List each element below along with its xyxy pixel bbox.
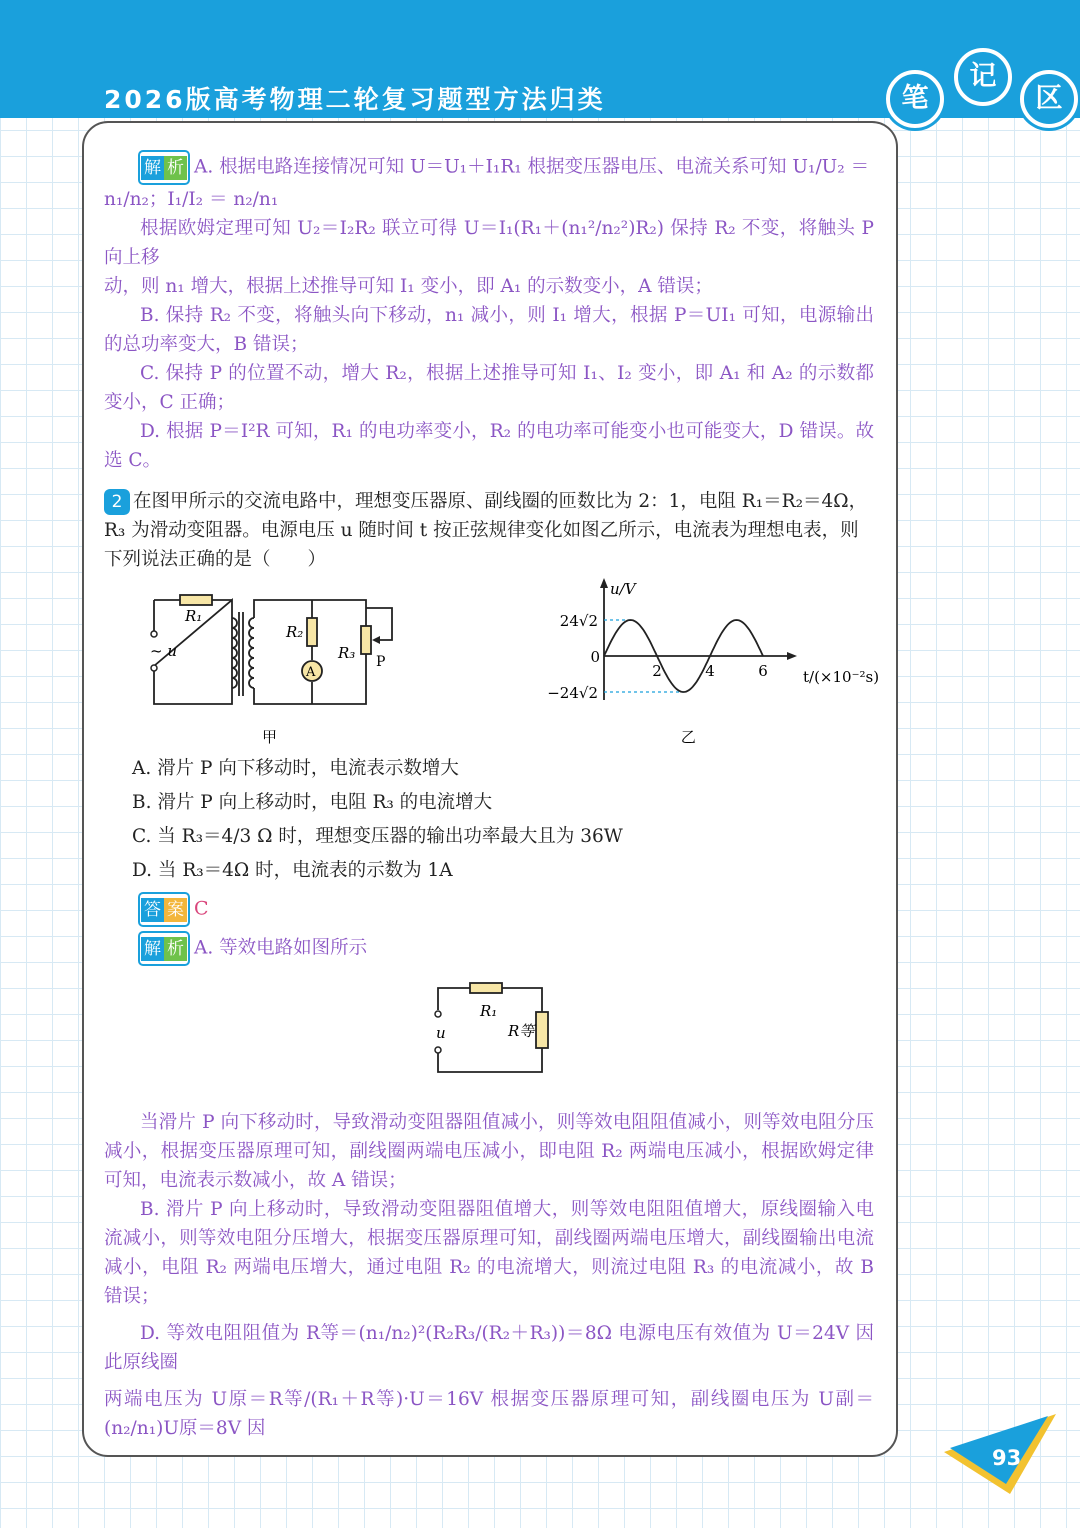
equiv-label-req: R等 [508,1022,535,1040]
question-stem: 2 在图甲所示的交流电路中，理想变压器原、副线圈的匝数比为 2：1，电阻 R₁＝R₂＝4Ω，R₃ 为滑动变阻器。电源电压 u 随时间 t 按正弦规律变化如图乙所示，电流表为理想电表，则下列说法正确的是（ ） [104,491,868,570]
ytick-label-bottom: −24√2 [547,684,598,702]
option-d: D. 当 R₃＝4Ω 时，电流表的示数为 1A [132,860,453,881]
page-content [104,150,880,1443]
solution-intro: 解 析 A. 等效电路如图所示 [138,931,874,966]
answer-value: C [194,897,209,920]
ytick-label-zero: 0 [590,648,600,666]
equiv-label-source: u [436,1024,446,1042]
question-figures [104,578,880,748]
prev-solution-line4: 动，则 n₁ 增大，根据上述推导可知 I₁ 变小，即 A₁ 的示数变小，A 错误； [104,276,713,297]
caption-yi: 乙 [680,728,696,746]
solution-para-d2: 两端电压为 U原＝R等/(R₁＋R等)·U＝16V 根据变压器原理可知，副线圈电压为 U副＝(n₂/n₁)U原＝8V 因 [104,1389,874,1439]
prev-solution-line1: 解 析 A. 根据电路连接情况可知 U＝U₁＋I₁R₁ 根据变压器电压、电流关系可知 U₁/U₂ ＝ [138,150,874,185]
option-a: A. 滑片 P 向下移动时，电流表示数增大 [132,758,459,779]
question-number: 2 [104,489,130,515]
equiv-label-r1: R₁ [480,1002,498,1020]
book-title: 2026版高考物理二轮复习题型方法归类 [104,85,606,114]
xtick-label-2: 2 [652,662,662,680]
circuit-diagram-jia [144,578,444,748]
daan-tag: 答 案 [138,892,190,927]
prev-solution-line7: D. 根据 P＝I²R 可知，R₁ 的电功率变小，R₂ 的电功率可能变小也可能变大，D 错误。故选 C。 [104,421,874,471]
option-c: C. 当 R₃＝4/3 Ω 时，理想变压器的输出功率最大且为 36W [132,826,623,847]
x-axis-arrow [787,652,797,660]
jiexi-tag: 解 析 [138,150,190,185]
label-r3: R₃ [338,644,356,662]
jiexi-tag-2: 解 析 [138,931,190,966]
prev-solution-line3: 根据欧姆定理可知 U₂＝I₂R₂ 联立可得 U＝I₁(R₁＋(n₁²/n₂²)R₂) 保持 R₂ 不变，将触头 P 向上移 [104,218,874,268]
solution-para-d1: D. 等效电阻阻值为 R等＝(n₁/n₂)²(R₂R₃/(R₂＋R₃))＝8Ω 电源电压有效值为 U＝24V 因此原线圈 [104,1323,874,1373]
prev-solution-line6: C. 保持 P 的位置不动，增大 R₂，根据上述推导可知 I₁、I₂ 变小，即 A₁ 和 A₂ 的示数都变小，C 正确； [104,363,874,413]
ytick-label-top: 24√2 [559,612,598,630]
note-badge-qu: 区 [1020,70,1078,128]
label-r1: R₁ [185,607,203,625]
solution-para-a: 当滑片 P 向下移动时，导致滑动变阻器阻值减小，则等效电阻阻值减小，则等效电阻分压减小，根据变压器原理可知，副线圈两端电压减小，即电阻 R₂ 两端电压减小，根据欧姆定律可知，电流表示数减小，故 A 错误； [104,1112,874,1191]
caption-jia: 甲 [262,728,278,746]
page-number: 93 [992,1446,1022,1470]
solution-para-b: B. 滑片 P 向上移动时，导致滑动变阻器阻值增大，则等效电阻阻值增大，原线圈输入电流减小，则等效电阻分压增大，根据变压器原理可知，副线圈两端电压增大，副线圈输出电流减小，电阻 R₂ 两端电压增大，通过电阻 R₂ 的电流增大，则流过电阻 R₃ 的电流减小，故 B 错误； [104,1199,874,1307]
xtick-label-6: 6 [758,662,768,680]
label-r2: R₂ [286,623,304,641]
note-badge-ji: 记 [954,48,1012,106]
label-slider: P [376,654,386,670]
equivalent-circuit [104,974,874,1098]
y-axis-arrow [600,578,608,588]
voltage-chart-yi [438,578,880,748]
option-b: B. 滑片 P 向上移动时，电阻 R₃ 的电流增大 [132,792,493,813]
chart-ylabel: u/V [610,580,636,598]
note-badge-bi: 笔 [886,70,944,128]
xtick-label-4: 4 [705,662,715,680]
label-ammeter: A [306,665,316,680]
label-source: ~ u [150,642,177,660]
prev-solution-line5: B. 保持 R₂ 不变，将触头向下移动，n₁ 减小，则 I₁ 增大，根据 P＝UI₁ 可知，电源输出的总功率变大，B 错误； [104,305,874,355]
prev-solution-line2: n₁/n₂；I₁/I₂ ＝ n₂/n₁ [104,189,279,210]
answer-line [138,892,874,927]
chart-xlabel: t/(×10⁻²s) [803,668,880,686]
